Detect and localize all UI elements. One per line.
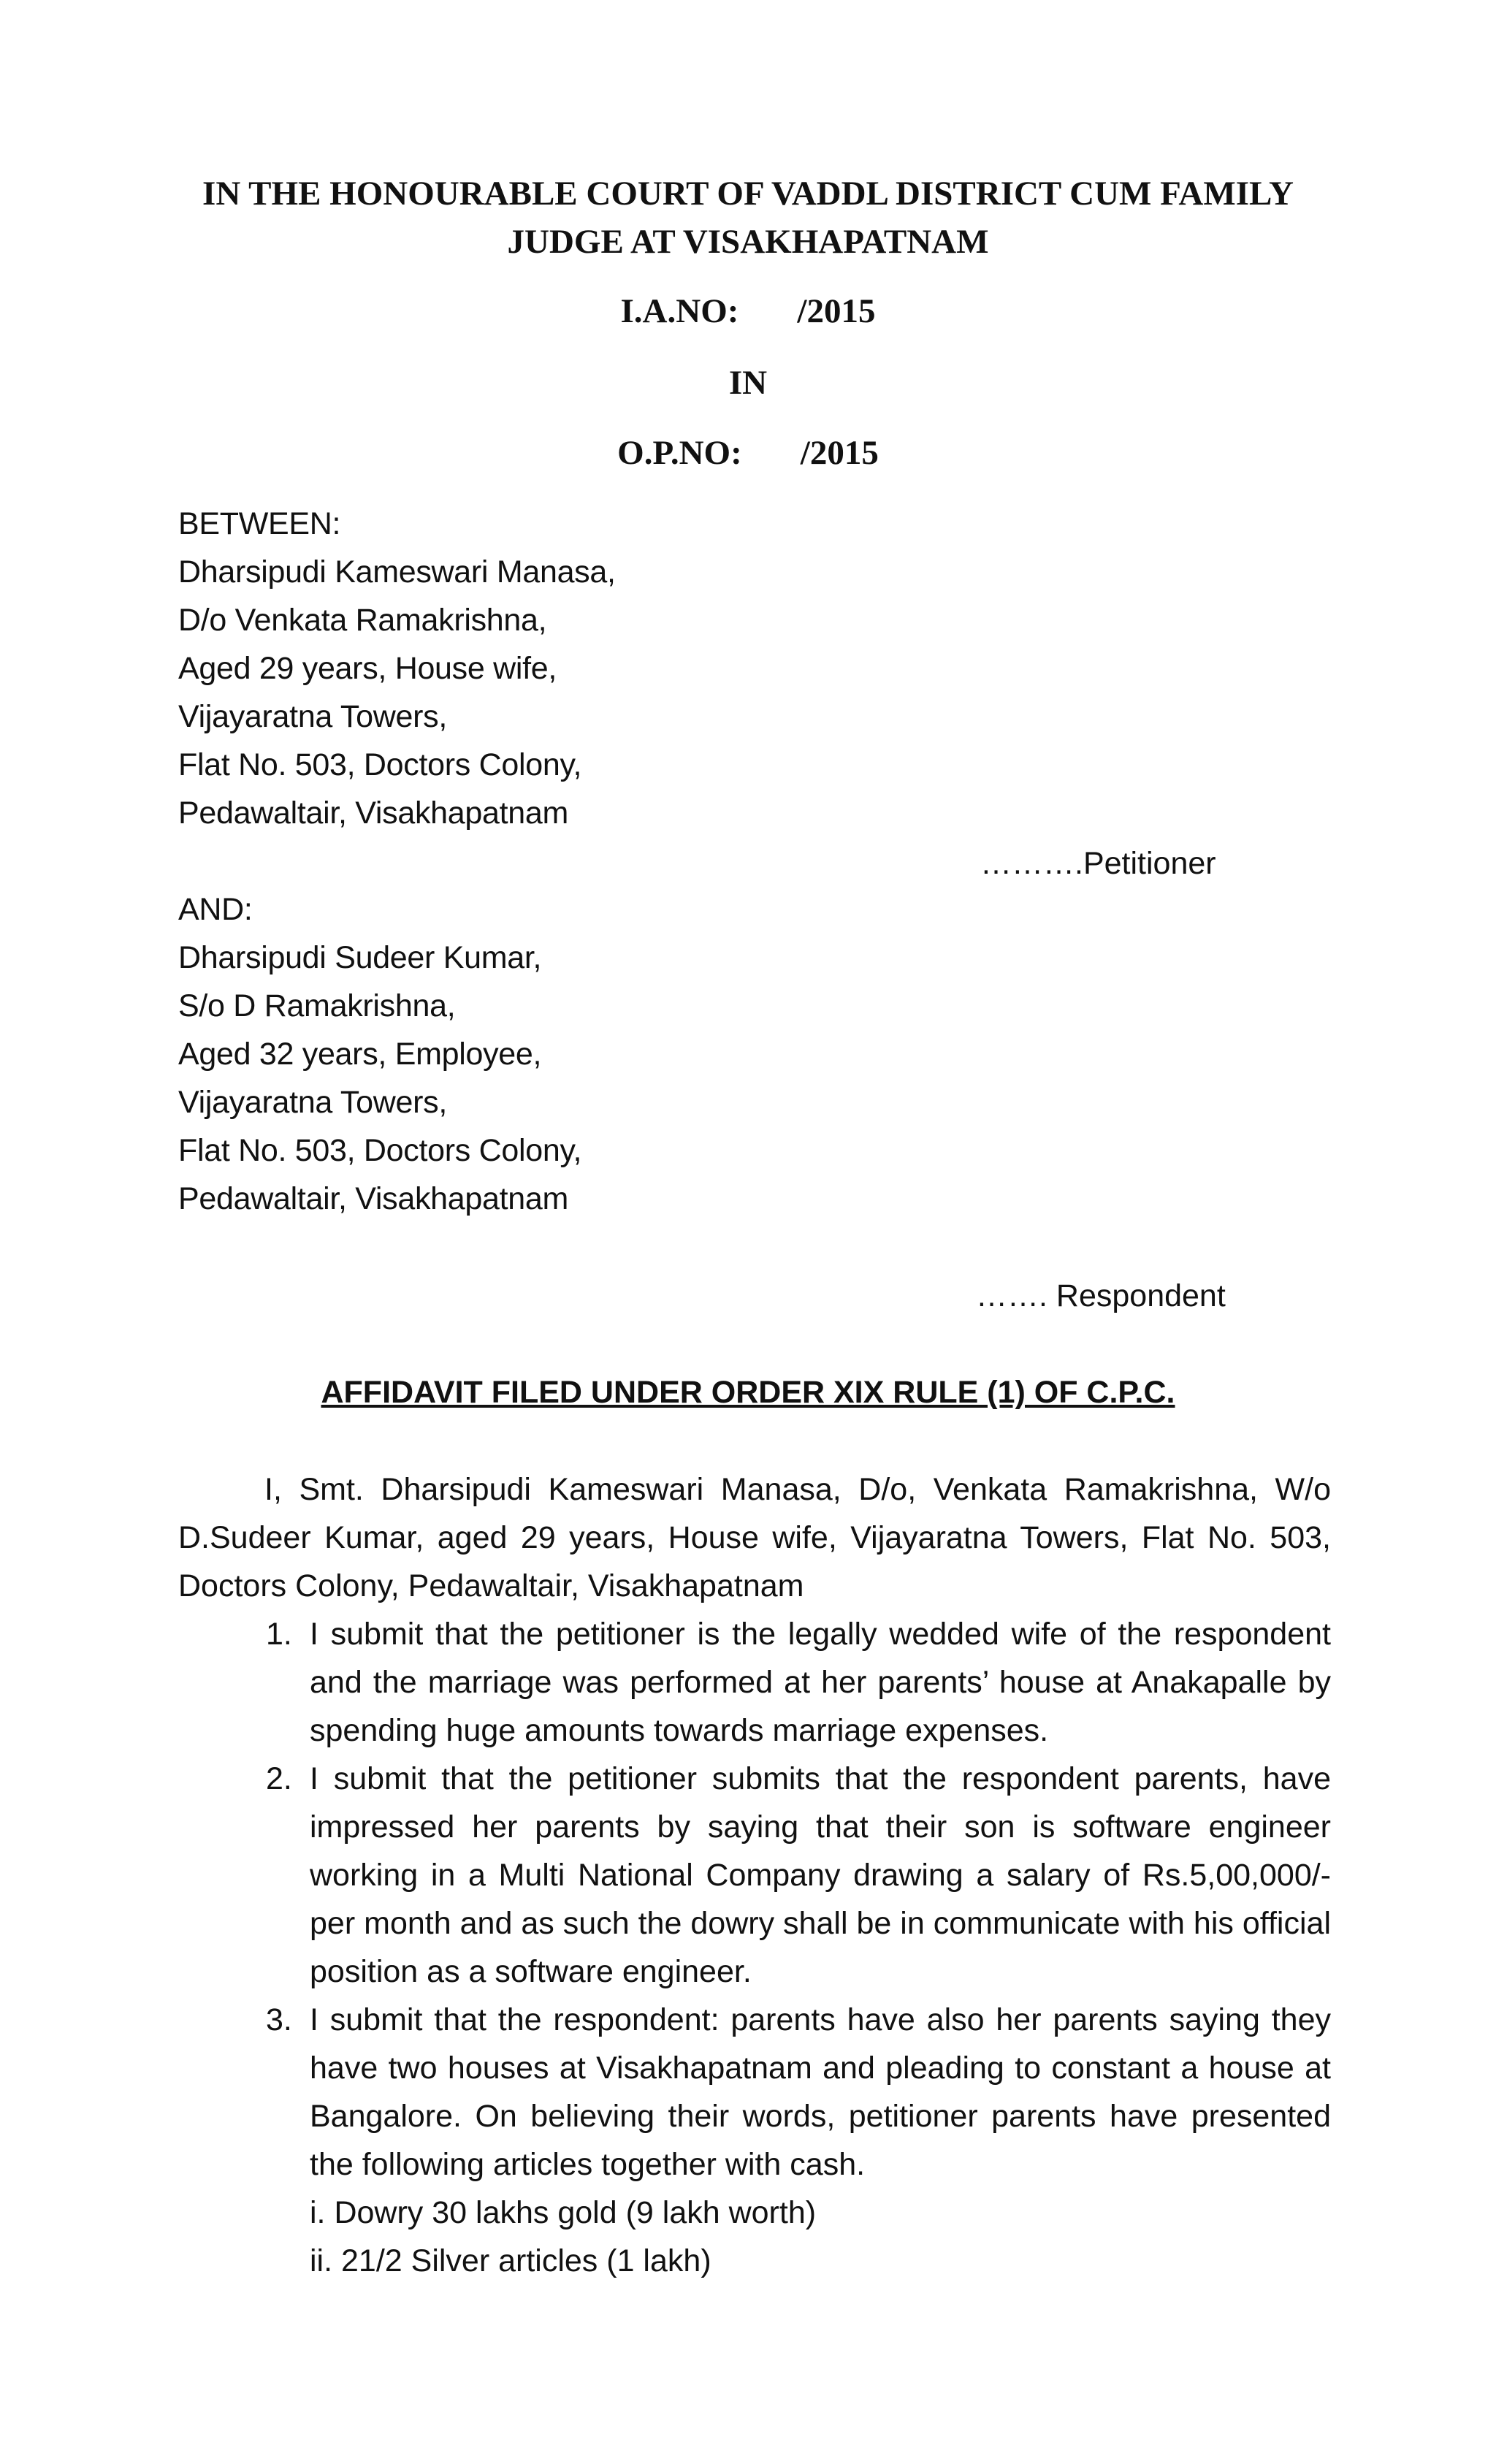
affidavit-heading: AFFIDAVIT FILED UNDER ORDER XIX RULE (1) OF C.P.C. — [321, 1375, 1175, 1410]
and-label: AND: — [178, 892, 253, 927]
list-item-3 — [178, 1996, 1331, 2189]
list-item-text: I submit that the petitioner submits that the respondent parents, have impressed her parents by saying that their son is software engineer working in a Multi National Company drawing a salary of Rs.5,00,000/- per month and as such the dowry shall be in communicate with his official position as a software engineer. — [310, 1761, 1331, 1989]
respondent-age-occupation: Aged 32 years, Employee, — [178, 1037, 542, 1072]
in-connector: IN — [728, 364, 768, 402]
respondent-building: Vijayaratna Towers, — [178, 1085, 447, 1120]
affidavit-intro: I, Smt. Dharsipudi Kameswari Manasa, D/o, Venkata Ramakrishna, W/o D.Sudeer Kumar, aged 29 years, House wife, Vijayaratna Towers, Flat No. 503, Doctors Colony, Pedawaltair, Visakhapatnam — [178, 1472, 1331, 1603]
op-number-label: O.P.NO: — [617, 434, 742, 472]
court-title — [146, 169, 1350, 266]
list-item-1 — [178, 1610, 1331, 1755]
ia-number-year: /2015 — [797, 292, 876, 330]
between-label: BETWEEN: — [178, 506, 341, 541]
petitioner-city: Pedawaltair, Visakhapatnam — [178, 796, 569, 831]
list-item-text: I submit that the petitioner is the legally wedded wife of the respondent and the marriage was performed at her parents’ house at Anakapalle by spending huge amounts towards marriage expenses. — [310, 1617, 1331, 1748]
respondent-role: ……. Respondent — [976, 1278, 1226, 1313]
court-title-line-1: IN THE HONOURABLE COURT OF VADDL DISTRICT CUM FAMILY — [202, 175, 1294, 213]
respondent-block — [178, 885, 581, 1223]
list-item-text: I submit that the respondent: parents have also her parents saying they have two houses at Visakhapatnam and pleading to constant a house at Bangalore. On believing their words, petitioner parents have presented the following articles together with cash. — [310, 2002, 1331, 2182]
list-item-number: 1. — [266, 1617, 292, 1652]
court-title-line-2: JUDGE AT VISAKHAPATNAM — [507, 223, 989, 261]
ia-number-label: I.A.NO: — [620, 292, 739, 330]
respondent-relation: S/o D Ramakrishna, — [178, 988, 456, 1023]
petitioner-age-occupation: Aged 29 years, House wife, — [178, 651, 557, 686]
petitioner-role: ……….Petitioner — [980, 846, 1216, 881]
op-number-line — [0, 431, 1496, 475]
petitioner-name: Dharsipudi Kameswari Manasa, — [178, 554, 616, 590]
sub-item-silver-articles: ii. 21/2 Silver articles (1 lakh) — [310, 2243, 711, 2278]
petitioner-block — [178, 500, 616, 837]
respondent-city: Pedawaltair, Visakhapatnam — [178, 1181, 569, 1216]
petitioner-flat: Flat No. 503, Doctors Colony, — [178, 747, 582, 782]
petitioner-relation: D/o Venkata Ramakrishna, — [178, 603, 547, 638]
op-number-year: /2015 — [800, 434, 879, 472]
sub-item-dowry-gold: i. Dowry 30 lakhs gold (9 lakh worth) — [310, 2195, 817, 2230]
ia-number-line — [0, 289, 1496, 333]
petitioner-building: Vijayaratna Towers, — [178, 699, 447, 734]
list-item-number: 3. — [266, 2002, 292, 2037]
list-item-number: 2. — [266, 1761, 292, 1796]
affidavit-list — [178, 1610, 1331, 2285]
respondent-name: Dharsipudi Sudeer Kumar, — [178, 940, 542, 975]
respondent-flat: Flat No. 503, Doctors Colony, — [178, 1133, 582, 1168]
list-item-2 — [178, 1755, 1331, 1996]
